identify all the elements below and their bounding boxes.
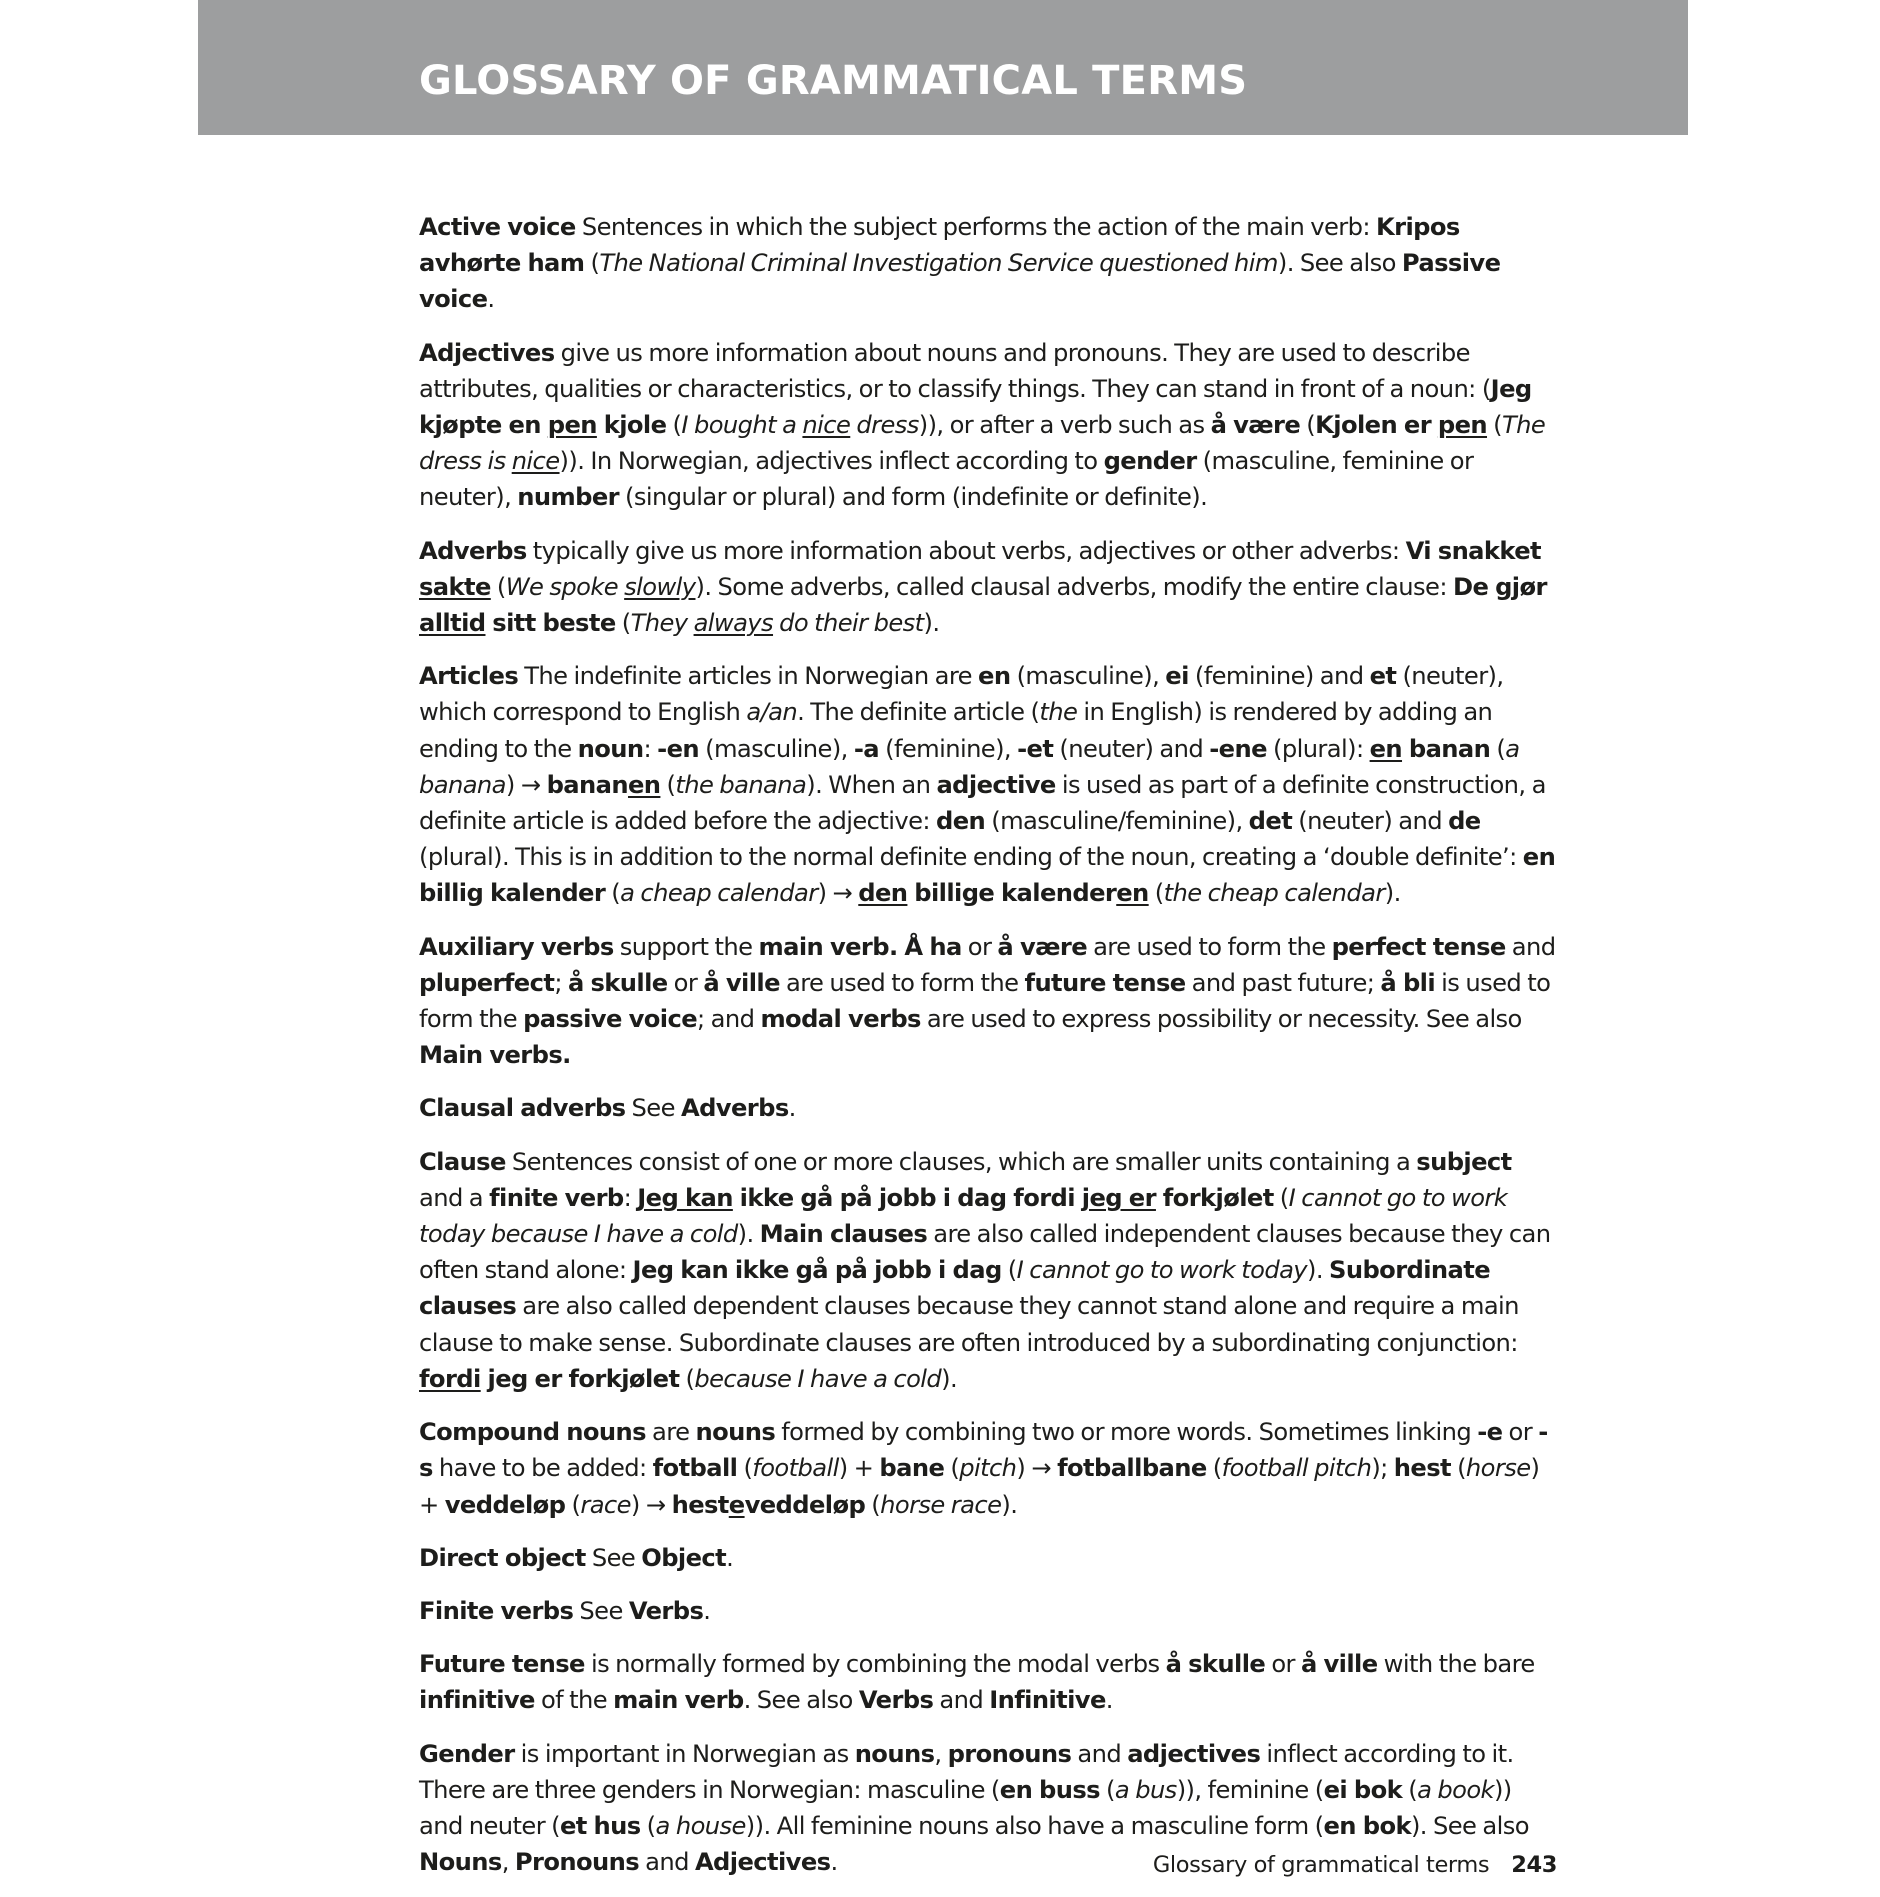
glossary-text: a banana [419,734,1520,799]
glossary-text: the banana [675,770,807,799]
glossary-text: veddeløp [744,1490,866,1519]
glossary-text: ( [605,879,621,908]
glossary-text: ) → [817,879,859,908]
glossary-text: )), or after a verb such as [918,411,1211,440]
glossary-text: (singular or plural) and form (indefinite or definite). [618,483,1208,512]
glossary-text: ). [923,609,940,638]
glossary-text: is used to form the [419,968,1551,1034]
glossary-text: horse [1465,1454,1531,1483]
glossary-text: football pitch [1221,1454,1372,1483]
glossary-text: (masculine), [699,734,854,763]
glossary-text: )) and neuter ( [419,1775,1512,1840]
glossary-text: -en [657,734,700,763]
glossary-term: Compound nouns [419,1418,646,1447]
glossary-text: with the bare [1377,1650,1535,1679]
glossary-text: Adjectives [694,1848,831,1877]
glossary-entry [419,658,1559,911]
glossary-text: Jeg kan ikke gå på jobb i dag [632,1256,1002,1285]
glossary-text: en buss [999,1775,1100,1804]
glossary-text: ( [1001,1256,1017,1285]
glossary-text: is important in Norwegian as [514,1739,855,1768]
glossary-text: ( [1450,1454,1466,1483]
glossary-term: Finite verbs [419,1596,574,1625]
glossary-text: because I have a cold [694,1364,942,1393]
glossary-text: (feminine), [879,734,1018,763]
glossary-text: ). Some adverbs, called clausal adverbs, modify the entire clause: [695,572,1453,601]
page-title: GLOSSARY OF GRAMMATICAL TERMS [419,58,1248,104]
glossary-text: ) → [505,770,547,799]
glossary-text: en [627,770,661,799]
glossary-text: De gjør [1452,572,1547,601]
glossary-entry [419,335,1559,516]
glossary-text: ( [1273,1183,1289,1212]
glossary-text: å ville [1300,1650,1378,1679]
glossary-text: . [703,1596,711,1625]
glossary-text: Object [641,1543,727,1572]
glossary-text: ( [565,1490,581,1519]
glossary-text: Pronouns [514,1848,640,1877]
glossary-text: -et [1017,734,1054,763]
glossary-text: ). [737,1220,760,1249]
glossary-text: ) → [630,1490,672,1519]
glossary-text: billige kalender [907,879,1117,908]
glossary-text: finite verb [489,1183,624,1212]
glossary-term: Clause [419,1147,506,1176]
glossary-text: or [667,968,704,997]
glossary-entry [419,1090,1559,1126]
glossary-text: Passive voice [419,249,1501,314]
glossary-entry [419,1593,1559,1629]
glossary-text: en [978,662,1011,691]
glossary-text: number [517,483,619,512]
glossary-text: . [830,1848,838,1877]
glossary-text: ). See also [1277,249,1402,278]
glossary-text: . [1105,1686,1113,1715]
glossary-text: fordi [419,1364,481,1393]
glossary-text: et [1369,662,1397,691]
glossary-text: horse race [880,1490,1002,1519]
glossary-text: ( [1300,411,1316,440]
glossary-text: The indefinite articles in Norwegian are [518,662,979,691]
glossary-text: ( [944,1454,960,1483]
glossary-text: I cannot go to work today because I have a cold [419,1183,1508,1249]
glossary-text: support the [613,932,759,961]
glossary-text: or [1502,1418,1539,1447]
glossary-text: are used to form the [779,968,1025,997]
glossary-text: See [625,1094,681,1123]
glossary-text: )). All feminine nouns also have a masculine form ( [745,1811,1324,1840]
glossary-text: ). [941,1364,958,1393]
glossary-text: a house [655,1811,746,1840]
glossary-text: å skulle [1165,1650,1266,1679]
glossary-text: Subordinate clauses [419,1256,1491,1321]
glossary-term: Articles [419,662,519,691]
glossary-text: adjective [936,770,1056,799]
glossary-text: sakte [419,572,491,601]
glossary-text: Kripos avhørte ham [419,213,1460,278]
glossary-text: -e [1477,1418,1503,1447]
glossary-term: Gender [419,1739,515,1768]
glossary-text: ( [615,609,631,638]
glossary-text: ; [554,968,568,997]
glossary-text: and [1071,1739,1128,1768]
glossary-text: is normally formed by combining the modal verbs [584,1650,1166,1679]
glossary-term: Direct object [419,1543,586,1572]
glossary-text: and past future; [1185,968,1381,997]
glossary-text: : [623,1183,638,1212]
glossary-text: -ene [1209,734,1267,763]
glossary-text: are used to form the [1087,932,1332,961]
glossary-text: ( [1402,1775,1418,1804]
glossary-text: a cheap calendar [620,879,818,908]
glossary-text: å ville [703,968,780,997]
glossary-text: passive voice [523,1005,698,1034]
glossary-text: gender [1103,447,1197,476]
glossary-text: Jeg kjøpte en [419,374,1532,440]
glossary-entry [419,929,1559,1074]
glossary-text: ( [490,572,506,601]
glossary-text: (masculine/feminine), [985,807,1249,836]
glossary-term: Auxiliary verbs [419,932,614,961]
glossary-text: dress [850,411,919,440]
glossary-text: main verb. Å ha [758,932,962,961]
glossary-text: and [1505,932,1556,961]
glossary-text: I bought a [681,411,803,440]
glossary-text: en billig kalender [419,843,1556,908]
glossary-term: Future tense [419,1650,585,1679]
glossary-text: den [936,807,986,836]
glossary-text: Vi snakket [1405,536,1541,565]
glossary-text: formed by combining two or more words. Sometimes linking [775,1418,1478,1447]
glossary-text: ( [1490,734,1506,763]
glossary-text: ( [1206,1454,1222,1483]
glossary-entry [419,1414,1559,1523]
glossary-text: the cheap calendar [1163,879,1385,908]
glossary-text: the [1039,698,1078,727]
glossary-text: Main clauses [759,1220,928,1249]
glossary-text: future tense [1024,968,1186,997]
glossary-text: We spoke [505,572,625,601]
glossary-body [419,209,1559,1897]
glossary-text: hest [1393,1454,1451,1483]
glossary-text: (plural). This is in addition to the normal definite ending of the noun, creating a ‘double definite’: [419,843,1523,872]
glossary-text: en [1369,734,1403,763]
glossary-text: ( [660,770,676,799]
glossary-text: pen [1437,411,1488,440]
glossary-text: å skulle [567,968,668,997]
glossary-text: See [585,1543,642,1572]
glossary-text: infinitive [419,1686,535,1715]
glossary-term: Clausal adverbs [419,1094,626,1123]
glossary-text: always [693,609,774,638]
glossary-text: Jeg kan [637,1183,733,1212]
glossary-text: . The definite article ( [797,698,1040,727]
glossary-text: bane [879,1454,945,1483]
glossary-text: den [858,879,908,908]
glossary-text: -a [853,734,880,763]
glossary-entry [419,1144,1559,1397]
glossary-text: ( [666,411,682,440]
glossary-text: hest [671,1490,729,1519]
glossary-text: (masculine), [1010,662,1166,691]
glossary-text: ). When an [806,770,937,799]
glossary-text: pluperfect [419,968,555,997]
glossary-text: and [639,1848,695,1877]
glossary-text: typically give us more information about verbs, adjectives or other adverbs: [526,536,1406,565]
glossary-text: adjectives [1127,1739,1261,1768]
glossary-text: do their best [773,609,924,638]
glossary-text: slowly [624,572,696,601]
glossary-text: ; and [697,1005,761,1034]
glossary-text: nice [802,411,851,440]
glossary-text: and [933,1686,990,1715]
glossary-text: subject [1416,1147,1512,1176]
glossary-text: å være [997,932,1087,961]
glossary-text: . [726,1543,734,1572]
glossary-entry [419,209,1559,318]
glossary-text: fotball [652,1454,738,1483]
glossary-text: ei [1165,662,1189,691]
glossary-text: The National Criminal Investigation Service questioned him [599,249,1278,278]
glossary-text: ) + [419,1454,1540,1519]
glossary-text: or [961,932,998,961]
glossary-text: pen [547,411,597,440]
running-title: Glossary of grammatical terms [1152,1852,1490,1878]
glossary-text: Verbs [858,1686,934,1715]
glossary-text: of the [534,1686,614,1715]
glossary-text: banan [1402,734,1491,763]
glossary-text: . See also [743,1686,859,1715]
glossary-text: inflect according to it. There are three genders in Norwegian: masculine ( [419,1739,1514,1804]
glossary-text: a/an [746,698,798,727]
glossary-text: pronouns [947,1739,1072,1768]
glossary-text: The dress is [419,411,1546,476]
glossary-text: å bli [1380,968,1436,997]
glossary-text: football [752,1454,839,1483]
glossary-text: nouns [695,1418,776,1447]
glossary-text: ( [679,1364,695,1393]
glossary-text: , [934,1739,948,1768]
glossary-text: kjole [596,411,667,440]
glossary-term: Adjectives [419,338,555,367]
glossary-text: ( [584,249,600,278]
glossary-text: race [580,1490,631,1519]
glossary-text: I cannot go to work today [1016,1256,1308,1285]
glossary-text: ). [1384,879,1401,908]
glossary-text: en bok [1323,1811,1411,1840]
glossary-text: are also called dependent clauses because they cannot stand alone and require a main clause to make sense. Subordinate clauses are often introduced by a subordinating conjunction: [419,1292,1519,1357]
glossary-text: (neuter), which correspond to English [419,662,1504,727]
glossary-text: (neuter) and [1292,807,1449,836]
glossary-text: ( [1099,1775,1115,1804]
glossary-text: pitch [959,1454,1017,1483]
glossary-text: nouns [854,1739,935,1768]
glossary-text: ) → [1016,1454,1058,1483]
glossary-text: Infinitive [989,1686,1106,1715]
glossary-text: have to be added: [432,1454,653,1483]
glossary-text: Verbs [628,1596,704,1625]
glossary-text: (feminine) and [1188,662,1370,691]
glossary-text: See [573,1596,629,1625]
glossary-text: nice [511,447,560,476]
glossary-text: de [1448,807,1481,836]
glossary-text: , [501,1848,515,1877]
glossary-text: Sentences consist of one or more clauses, which are smaller units containing a [505,1147,1417,1176]
glossary-text: jeg er [1081,1183,1156,1212]
glossary-text: Adverbs [680,1094,789,1123]
glossary-term: Adverbs [419,536,527,565]
glossary-text: fotballbane [1057,1454,1207,1483]
glossary-text: ( [737,1454,753,1483]
glossary-text: ei bok [1323,1775,1403,1804]
glossary-text: in English) is rendered by adding an ending to the [419,698,1493,763]
glossary-text: are used to express possibility or necessity. See also [920,1005,1522,1034]
glossary-text: is used as part of a definite construction, a definite article is added before the adjective: [419,770,1546,836]
glossary-text: et hus [559,1811,641,1840]
glossary-text: ( [1487,411,1502,440]
glossary-text: ikke gå på jobb i dag fordi [732,1183,1082,1212]
glossary-text: ). [1001,1490,1018,1519]
glossary-text: alltid [419,609,486,638]
glossary-text: are [645,1418,696,1447]
glossary-text: ( [865,1490,881,1519]
glossary-text: e [728,1490,745,1519]
glossary-text: en [1116,879,1149,908]
glossary-text: banan [546,770,628,799]
glossary-text: -s [419,1418,1548,1483]
glossary-text: forkjølet [1155,1183,1274,1212]
glossary-text: main verb [613,1686,744,1715]
glossary-text: . [487,285,495,314]
glossary-entry [419,533,1559,642]
glossary-text: They [630,609,694,638]
glossary-text: a bus [1114,1775,1177,1804]
glossary-text: and a [419,1183,490,1212]
glossary-text: )), feminine ( [1176,1775,1324,1804]
glossary-text: )). In Norwegian, adjectives inflect according to [559,447,1104,476]
glossary-entry [419,1646,1559,1718]
glossary-text: noun [577,734,644,763]
glossary-text: give us more information about nouns and pronouns. They are used to describe attributes, qualities or characteristics, or to classify things. They can stand in front of a noun: ( [419,338,1491,403]
glossary-text: : [643,734,658,763]
glossary-text: ); [1371,1454,1394,1483]
glossary-text: ). [1307,1256,1330,1285]
glossary-text: det [1248,807,1293,836]
glossary-text: are also called independent clauses because they can often stand alone: [419,1220,1551,1285]
glossary-text: ( [1148,879,1164,908]
glossary-text: ) + [838,1454,880,1483]
glossary-text: Kjolen er [1315,411,1438,440]
page-footer [1153,1852,1557,1878]
glossary-text: jeg er forkjølet [480,1364,680,1393]
glossary-term: Active voice [419,213,576,241]
glossary-text: sitt beste [485,609,616,638]
glossary-text: (neuter) and [1053,734,1210,763]
glossary-text: ). See also [1410,1811,1529,1840]
glossary-text: Sentences in which the subject performs the action of the main verb: [575,213,1377,241]
glossary-text: (plural): [1266,734,1370,763]
glossary-text: (masculine, feminine or neuter), [419,447,1474,512]
glossary-text: veddeløp [444,1490,566,1519]
glossary-text: perfect tense [1331,932,1506,961]
glossary-text: ( [640,1811,656,1840]
glossary-text: Main verbs. [419,1041,571,1070]
glossary-text: å være [1210,411,1301,440]
glossary-text: or [1265,1650,1301,1679]
glossary-text: a book [1417,1775,1494,1804]
glossary-text: modal verbs [760,1005,921,1034]
glossary-entry [419,1540,1559,1576]
glossary-text: Nouns [419,1848,502,1877]
page-number: 243 [1511,1852,1557,1878]
glossary-text: . [788,1094,796,1123]
